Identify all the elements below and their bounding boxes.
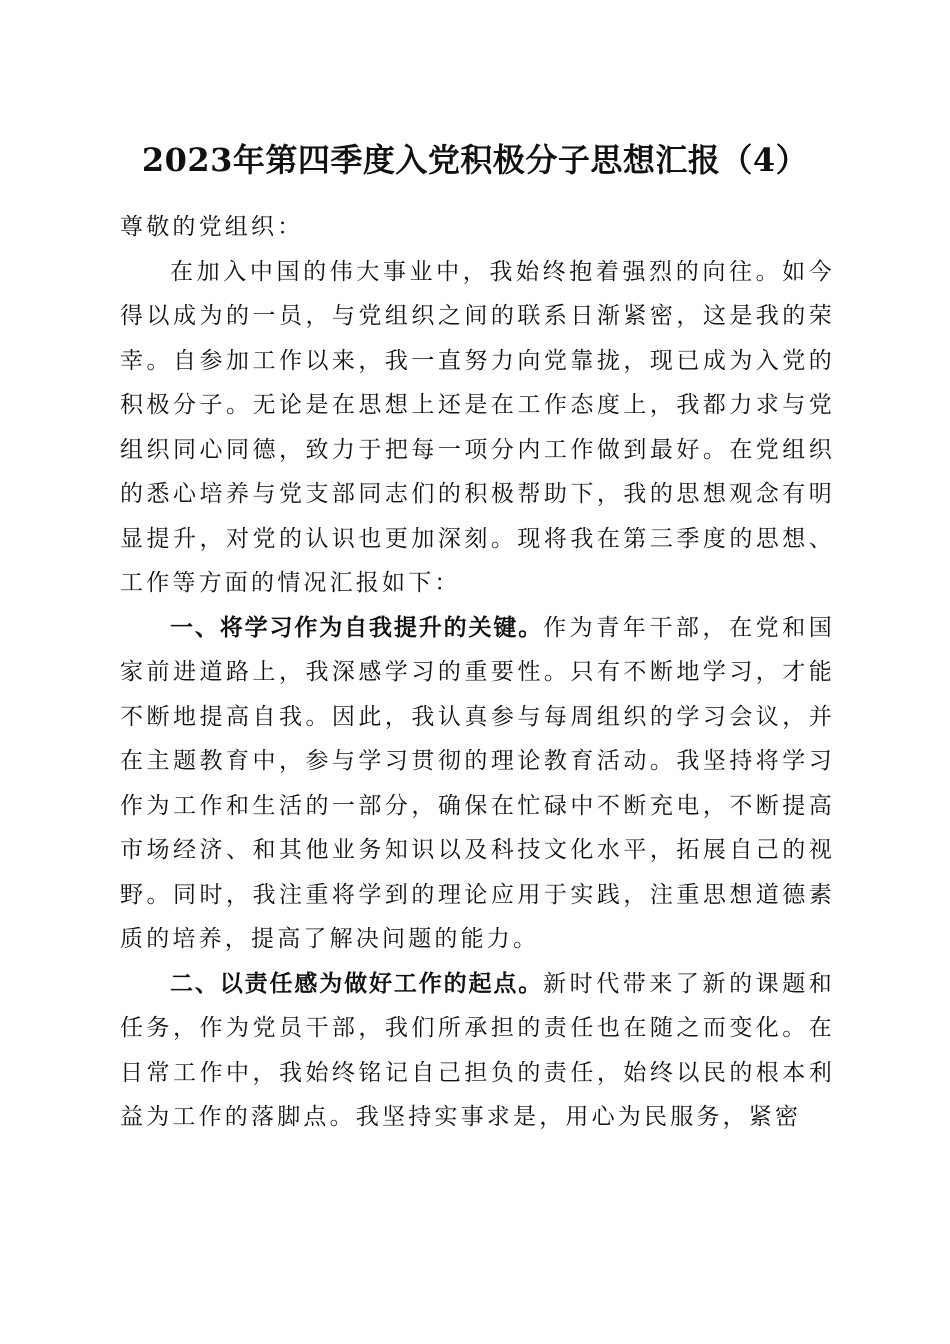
paragraph-intro: [120, 250, 835, 606]
paragraph-text: 作为青年干部，在党和国家前进道路上，我深感学习的重要性。只有不断地学习，才能不断地提高自我。因此，我认真参与每周组织的学习会议，并在主题教育中，参与学习贯彻的理论教育活动。我坚持将学习作为工作和生活的一部分，确保在忙碌中不断充电，不断提高市场经济、和其他业务知识以及科技文化水平，拓展自己的视野。同时，我注重将学到的理论应用于实践，注重思想道德素质的培养，提高了解决问题的能力。: [120, 614, 835, 952]
section-heading-2: 二、以责任感为做好工作的起点。: [170, 970, 544, 997]
paragraph-section-1: [120, 606, 835, 962]
document-title: 2023年第四季度入党积极分子思想汇报（4）: [141, 141, 809, 179]
salutation: 尊敬的党组织：: [120, 214, 304, 240]
section-heading-1: 一、将学习作为自我提升的关键。: [170, 614, 544, 641]
paragraph-section-2: [120, 962, 835, 1140]
paragraph-text: 在加入中国的伟大事业中，我始终抱着强烈的向往。如今得以成为的一员，与党组织之间的联系日渐紧密，这是我的荣幸。自参加工作以来，我一直努力向党靠拢，现已成为入党的积极分子。无论是在思想上还是在工作态度上，我都力求与党组织同心同德，致力于把每一项分内工作做到最好。在党组织的悉心培养与党支部同志们的积极帮助下，我的思想观念有明显提升，对党的认识也更加深刻。现将我在第三季度的思想、工作等方面的情况汇报如下：: [120, 258, 835, 596]
paragraph-text: 新时代带来了新的课题和任务，作为党员干部，我们所承担的责任也在随之而变化。在日常工作中，我始终铭记自己担负的责任，始终以民的根本利益为工作的落脚点。我坚持实事求是，用心为民服务，紧密: [120, 970, 835, 1130]
document-body: [120, 205, 835, 1140]
